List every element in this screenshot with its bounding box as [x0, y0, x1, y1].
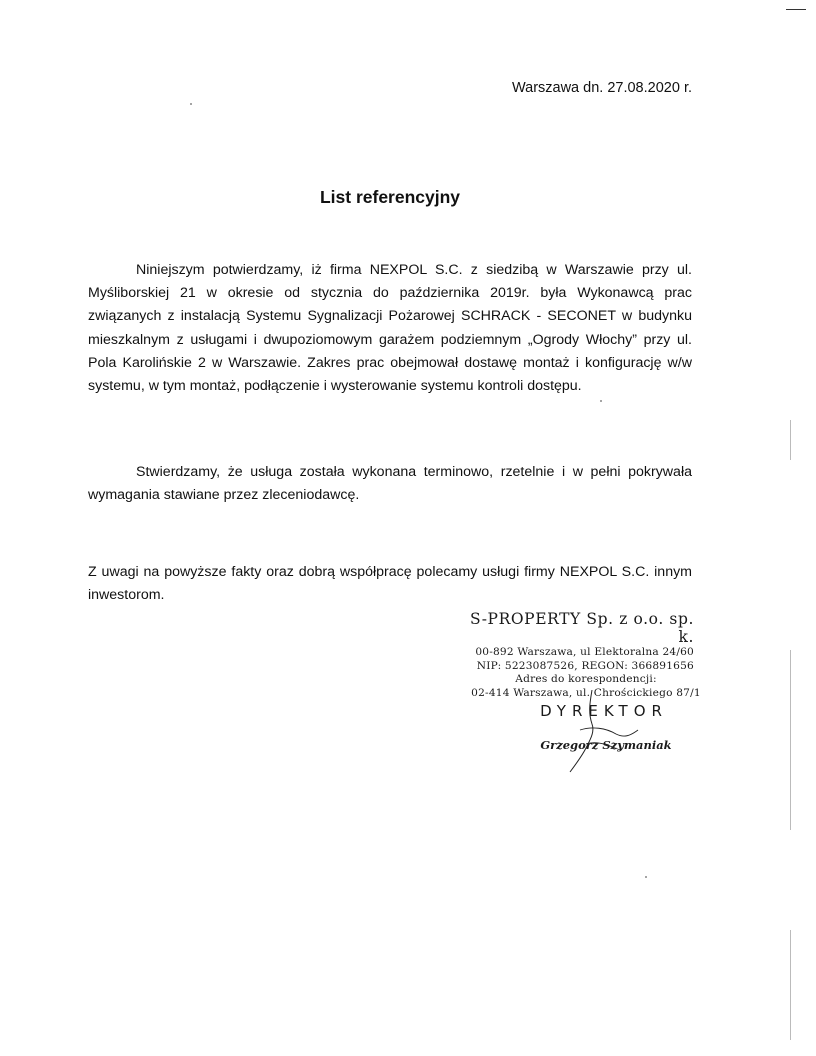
stamp-correspondence-address: 02-414 Warszawa, ul. Chrościckiego 87/1: [471, 686, 701, 699]
stamp-company-name: S-PROPERTY Sp. z o.o. sp. k.: [469, 610, 694, 646]
letter-title: List referencyjny: [319, 187, 461, 207]
stamp-signatory: Grzegorz Szymaniak: [540, 738, 672, 752]
stamp-position: DYREKTOR: [540, 702, 668, 720]
stamp-correspondence-label: Adres do korespondencji:: [515, 673, 657, 685]
paragraph-recommendation: Z uwagi na powyższe fakty oraz dobrą współpracę polecamy usługi firmy NEXPOL S.C. innym inwestorom.: [88, 564, 692, 604]
paragraph-statement-text: Stwierdzamy, że usługa została wykonana terminowo, rzetelnie i w pełni pokrywała wymagania stawiane przez zleceniodawcę.: [88, 464, 692, 504]
handwritten-signature: [520, 690, 680, 780]
paragraph-confirmation: [88, 259, 692, 398]
scan-edge-mark: [790, 420, 791, 460]
scan-edge-mark: [790, 650, 791, 830]
scan-speck: [190, 103, 192, 105]
scan-speck: [600, 400, 602, 402]
stamp-ids: NIP: 5223087526, REGON: 366891656: [476, 659, 694, 672]
paragraph-confirmation-text: Niniejszym potwierdzamy, iż firma NEXPOL S.C. z siedzibą w Warszawie przy ul. Myśliborskiej 21 w okresie od stycznia do października 2019r. była Wykonawcą prac związanych z instalacją Systemu Sygnalizacji Pożarowej SCHRACK - SECONET w budynku mieszkalnym z usługami i dwupoziomowym garażem podziemnym „Ogrody Włochy” przy ul. Pola Karolińskie 2 w Warszawie. Zakres prac obejmował dostawę montaż i konfigurację w/w systemu, w tym montaż, podłączenie i wysterowanie systemu kontroli dostępu.: [88, 262, 692, 395]
stamp-address: 00-892 Warszawa, ul Elektoralna 24/60: [475, 646, 694, 658]
paragraph-statement: [88, 461, 692, 507]
scan-edge-mark: [790, 930, 791, 1040]
scan-speck: [645, 876, 647, 878]
letter-date: Warszawa dn. 27.08.2020 r.: [511, 80, 692, 96]
corner-mark: [786, 9, 806, 10]
